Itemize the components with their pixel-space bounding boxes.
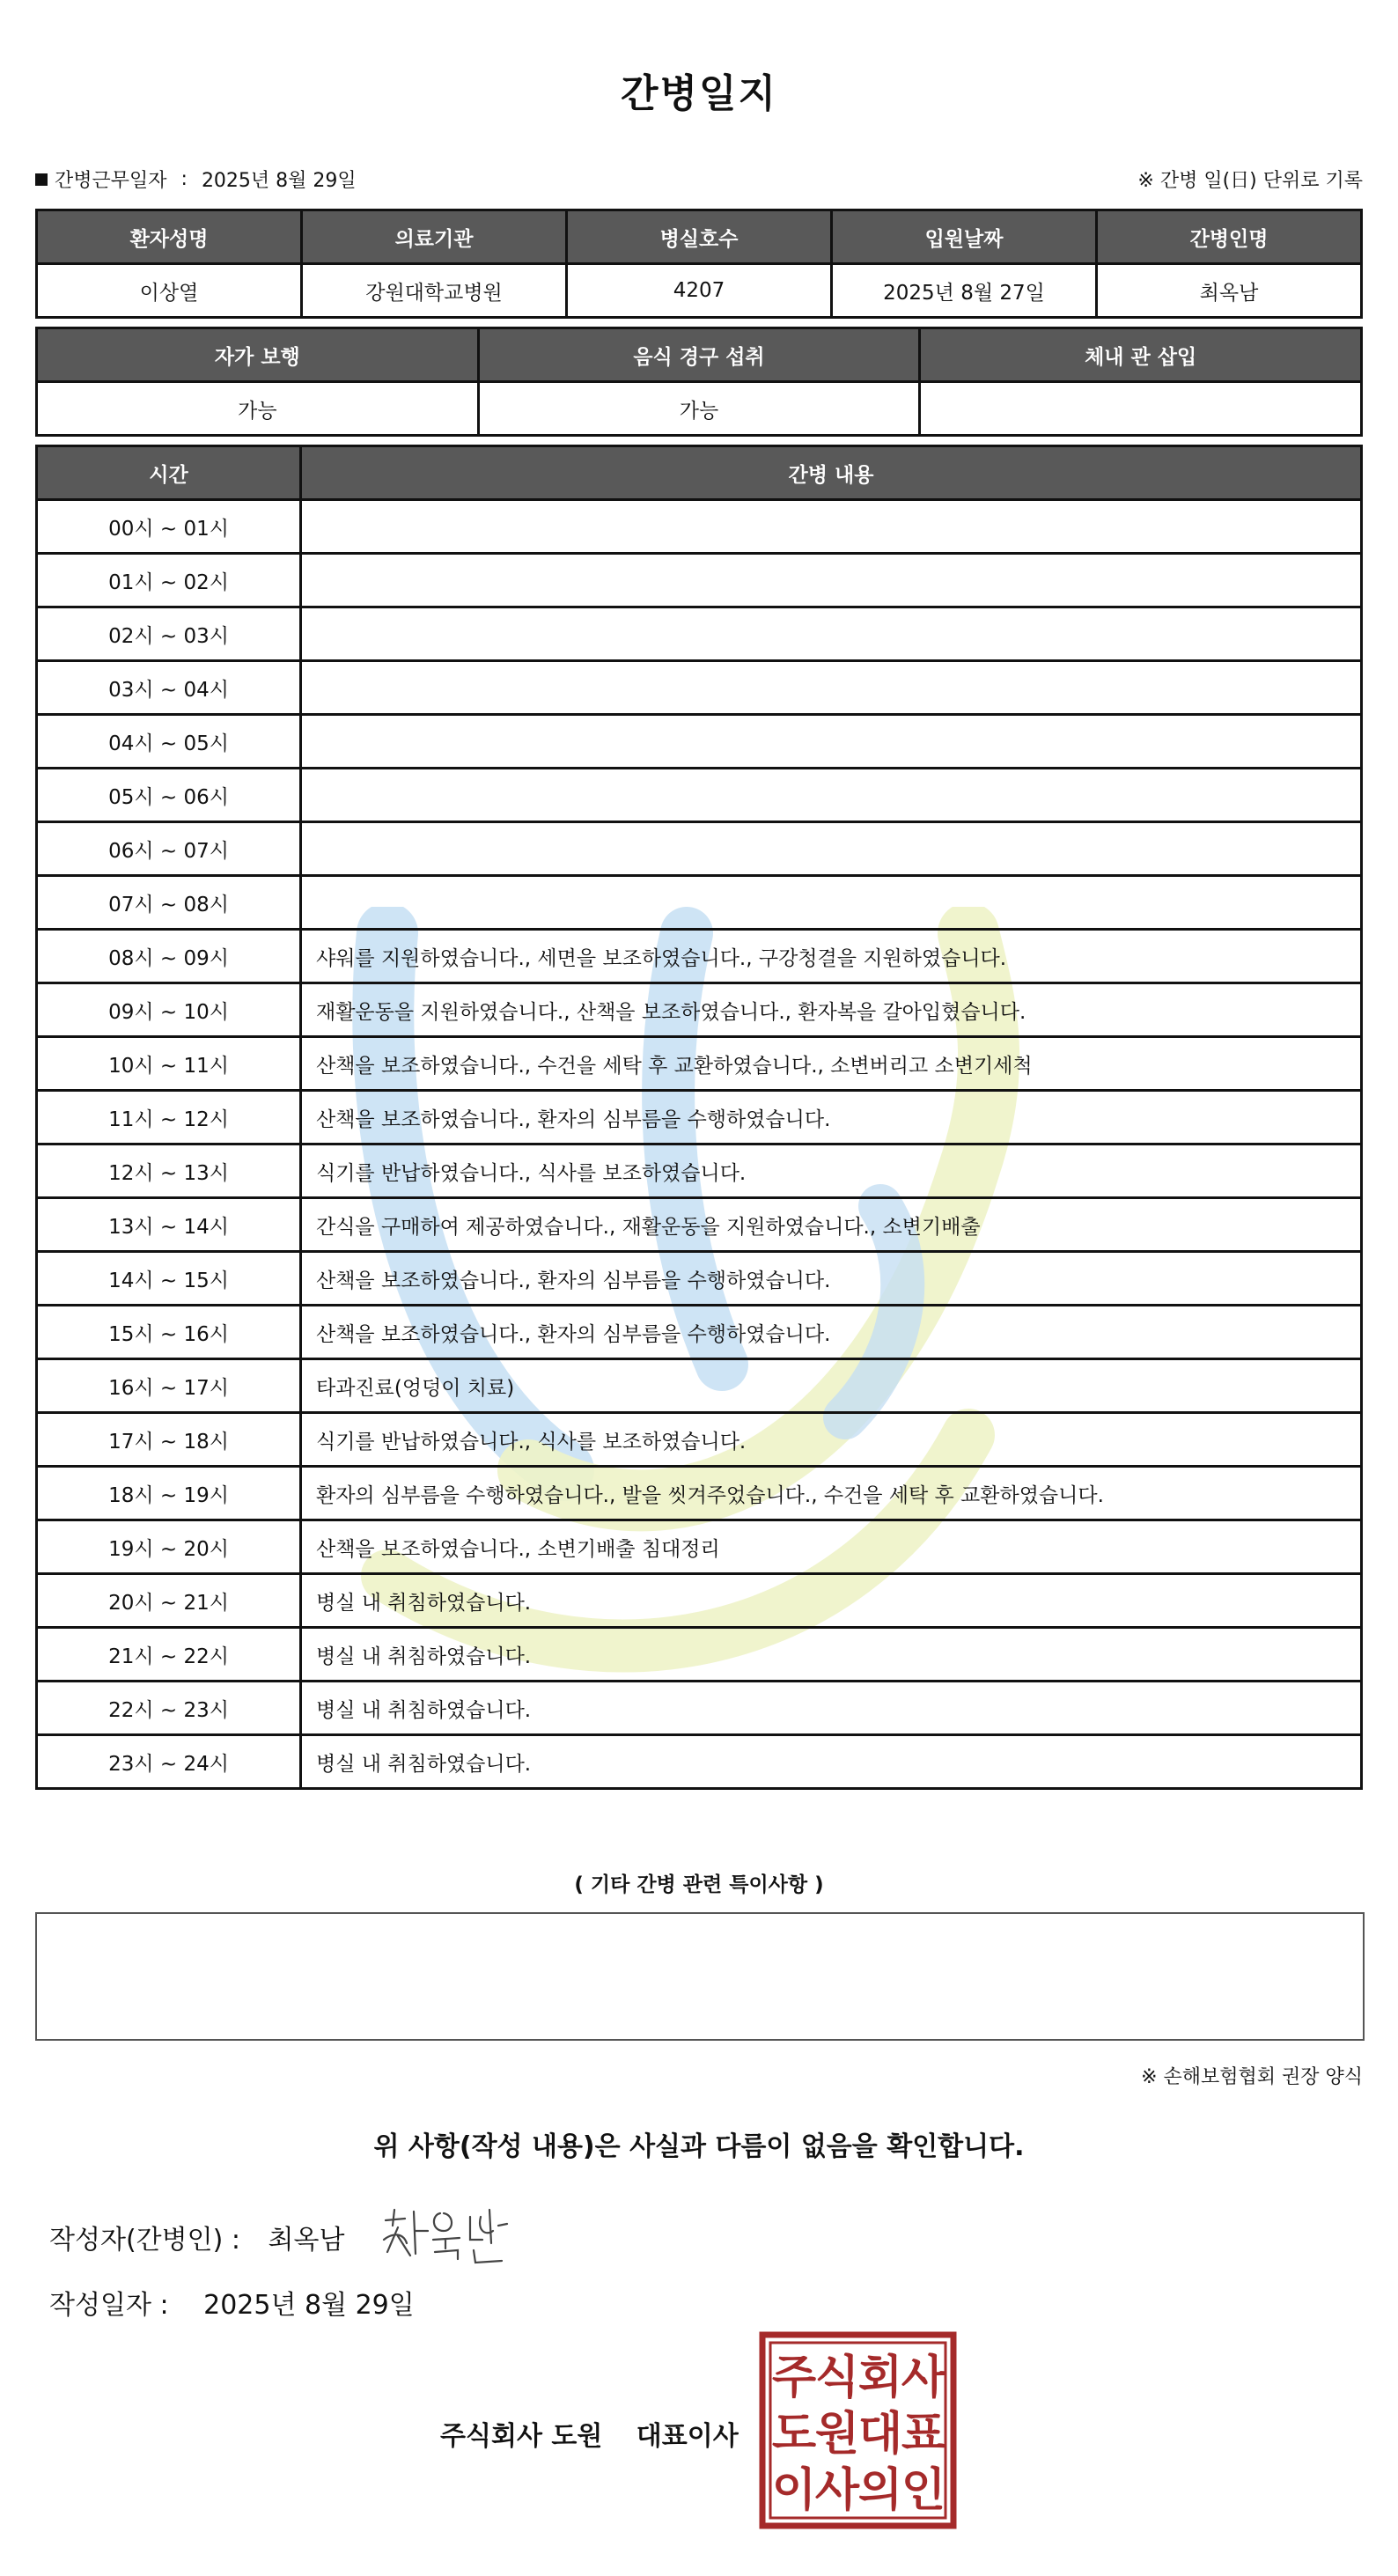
special-notes-box xyxy=(35,1912,1365,2041)
time-header: 시간 xyxy=(37,446,301,500)
time-slot: 06시 ~ 07시 xyxy=(37,822,301,876)
time-slot: 20시 ~ 21시 xyxy=(37,1574,301,1628)
schedule-row xyxy=(37,876,1362,930)
tube-insertion-value xyxy=(920,382,1362,436)
handwritten-signature xyxy=(379,2201,528,2271)
care-content xyxy=(301,554,1362,607)
status-header-row xyxy=(37,328,1362,382)
room-number: 4207 xyxy=(567,264,832,318)
company-row xyxy=(440,2414,739,2453)
caregiver-name-header: 간병인명 xyxy=(1097,210,1362,264)
seal-character: 사 xyxy=(814,2464,860,2517)
schedule-header-row xyxy=(37,446,1362,500)
time-slot: 14시 ~ 15시 xyxy=(37,1252,301,1306)
seal-character: 대 xyxy=(857,2408,903,2461)
care-content: 간식을 구매하여 제공하였습니다., 재활운동을 지원하였습니다., 소변기배출 xyxy=(301,1198,1362,1252)
write-date-value: 2025년 8월 29일 xyxy=(203,2290,415,2321)
care-content: 산책을 보조하였습니다., 환자의 심부름을 수행하였습니다. xyxy=(301,1252,1362,1306)
care-content xyxy=(301,769,1362,822)
care-content-header: 간병 내용 xyxy=(301,446,1362,500)
time-slot: 21시 ~ 22시 xyxy=(37,1628,301,1682)
seal-character: 주 xyxy=(771,2352,817,2404)
schedule-row xyxy=(37,1413,1362,1467)
schedule-row xyxy=(37,1306,1362,1359)
schedule-row xyxy=(37,715,1362,769)
patient-header-row xyxy=(37,210,1362,264)
care-content xyxy=(301,822,1362,876)
seal-character: 사 xyxy=(901,2352,946,2404)
care-content xyxy=(301,876,1362,930)
care-content: 산책을 보조하였습니다., 소변기배출 침대정리 xyxy=(301,1520,1362,1574)
schedule-row xyxy=(37,822,1362,876)
time-slot: 04시 ~ 05시 xyxy=(37,715,301,769)
schedule-row xyxy=(37,554,1362,607)
admission-date: 2025년 8월 27일 xyxy=(832,264,1097,318)
care-content: 산책을 보조하였습니다., 수건을 세탁 후 교환하였습니다., 소변버리고 소변기세척 xyxy=(301,1037,1362,1091)
seal-character: 표 xyxy=(901,2408,946,2461)
care-schedule-table xyxy=(35,445,1363,1790)
seal-character: 도 xyxy=(771,2408,817,2461)
work-date-row xyxy=(35,166,357,193)
schedule-row xyxy=(37,1467,1362,1520)
work-date-separator: : xyxy=(180,168,188,190)
writer-name: 최옥남 xyxy=(268,2225,345,2256)
care-content: 병실 내 취침하였습니다. xyxy=(301,1682,1362,1735)
patient-name-header: 환자성명 xyxy=(37,210,302,264)
walking-header: 자가 보행 xyxy=(37,328,479,382)
care-content: 산책을 보조하였습니다., 환자의 심부름을 수행하였습니다. xyxy=(301,1091,1362,1144)
schedule-row xyxy=(37,1520,1362,1574)
care-content: 타과진료(엉덩이 치료) xyxy=(301,1359,1362,1413)
tube-insertion-header: 체내 관 삽입 xyxy=(920,328,1362,382)
room-number-header: 병실호수 xyxy=(567,210,832,264)
write-date-row xyxy=(49,2283,415,2322)
schedule-row xyxy=(37,1091,1362,1144)
time-slot: 17시 ~ 18시 xyxy=(37,1413,301,1467)
schedule-row xyxy=(37,1198,1362,1252)
company-seal xyxy=(759,2331,957,2529)
hospital: 강원대학교병원 xyxy=(302,264,567,318)
time-slot: 18시 ~ 19시 xyxy=(37,1467,301,1520)
time-slot: 19시 ~ 20시 xyxy=(37,1520,301,1574)
time-slot: 16시 ~ 17시 xyxy=(37,1359,301,1413)
patient-status-table xyxy=(35,327,1363,437)
status-value-row xyxy=(37,382,1362,436)
time-slot: 09시 ~ 10시 xyxy=(37,983,301,1037)
schedule-row xyxy=(37,1628,1362,1682)
time-slot: 07시 ~ 08시 xyxy=(37,876,301,930)
page-title: 간병일지 xyxy=(620,71,777,116)
care-content: 환자의 심부름을 수행하였습니다., 발을 씻겨주었습니다., 수건을 세탁 후 교환하였습니다. xyxy=(301,1467,1362,1520)
schedule-row xyxy=(37,500,1362,554)
schedule-row xyxy=(37,1682,1362,1735)
care-content xyxy=(301,607,1362,661)
patient-value-row xyxy=(37,264,1362,318)
seal-character: 이 xyxy=(771,2464,817,2517)
schedule-row xyxy=(37,1359,1362,1413)
time-slot: 23시 ~ 24시 xyxy=(37,1735,301,1789)
oral-intake-header: 음식 경구 섭취 xyxy=(478,328,920,382)
time-slot: 15시 ~ 16시 xyxy=(37,1306,301,1359)
writer-label: 작성자(간병인) : xyxy=(49,2225,240,2256)
schedule-row xyxy=(37,930,1362,983)
care-content: 병실 내 취침하였습니다. xyxy=(301,1628,1362,1682)
special-notes-title: ( 기타 간병 관련 특이사항 ) xyxy=(574,1873,824,1896)
square-bullet-icon xyxy=(35,173,48,186)
care-content xyxy=(301,500,1362,554)
care-content: 식기를 반납하였습니다., 식사를 보조하였습니다. xyxy=(301,1413,1362,1467)
time-slot: 11시 ~ 12시 xyxy=(37,1091,301,1144)
care-content: 식기를 반납하였습니다., 식사를 보조하였습니다. xyxy=(301,1144,1362,1198)
form-note: ※ 손해보험협회 권장 양식 xyxy=(1141,2066,1363,2088)
time-slot: 03시 ~ 04시 xyxy=(37,661,301,715)
time-slot: 22시 ~ 23시 xyxy=(37,1682,301,1735)
schedule-row xyxy=(37,1037,1362,1091)
seal-character: 원 xyxy=(814,2408,860,2461)
time-slot: 05시 ~ 06시 xyxy=(37,769,301,822)
time-slot: 02시 ~ 03시 xyxy=(37,607,301,661)
time-slot: 10시 ~ 11시 xyxy=(37,1037,301,1091)
care-content: 재활운동을 지원하였습니다., 산책을 보조하였습니다., 환자복을 갈아입혔습니다. xyxy=(301,983,1362,1037)
oral-intake-value: 가능 xyxy=(478,382,920,436)
seal-character: 인 xyxy=(901,2464,946,2517)
care-content: 산책을 보조하였습니다., 환자의 심부름을 수행하였습니다. xyxy=(301,1306,1362,1359)
seal-character: 회 xyxy=(857,2352,903,2404)
patient-info-table xyxy=(35,209,1363,319)
schedule-row xyxy=(37,1144,1362,1198)
company-name: 주식회사 도원 xyxy=(440,2421,603,2452)
schedule-row xyxy=(37,983,1362,1037)
schedule-row xyxy=(37,1735,1362,1789)
patient-name: 이상열 xyxy=(37,264,302,318)
schedule-row xyxy=(37,1574,1362,1628)
seal-character: 의 xyxy=(857,2464,903,2517)
time-slot: 12시 ~ 13시 xyxy=(37,1144,301,1198)
write-date-label: 작성일자 : xyxy=(49,2290,169,2321)
seal-character: 식 xyxy=(814,2352,860,2404)
care-content: 병실 내 취침하였습니다. xyxy=(301,1735,1362,1789)
unit-note: ※ 간병 일(日) 단위로 기록 xyxy=(1137,170,1363,192)
caregiver-name: 최옥남 xyxy=(1097,264,1362,318)
time-slot: 13시 ~ 14시 xyxy=(37,1198,301,1252)
time-slot: 01시 ~ 02시 xyxy=(37,554,301,607)
care-content xyxy=(301,715,1362,769)
care-content: 샤워를 지원하였습니다., 세면을 보조하였습니다., 구강청결을 지원하였습니다. xyxy=(301,930,1362,983)
time-slot: 00시 ~ 01시 xyxy=(37,500,301,554)
company-title: 대표이사 xyxy=(636,2421,739,2452)
time-slot: 08시 ~ 09시 xyxy=(37,930,301,983)
schedule-row xyxy=(37,769,1362,822)
care-content xyxy=(301,661,1362,715)
work-date-label: 간병근무일자 xyxy=(55,170,167,192)
schedule-row xyxy=(37,1252,1362,1306)
schedule-body xyxy=(37,500,1362,1789)
care-content: 병실 내 취침하였습니다. xyxy=(301,1574,1362,1628)
writer-row xyxy=(49,2218,344,2256)
hospital-header: 의료기관 xyxy=(302,210,567,264)
confirmation-text: 위 사항(작성 내용)은 사실과 다름이 없음을 확인합니다. xyxy=(373,2131,1025,2162)
schedule-row xyxy=(37,661,1362,715)
walking-value: 가능 xyxy=(37,382,479,436)
admission-date-header: 입원날짜 xyxy=(832,210,1097,264)
work-date-value: 2025년 8월 29일 xyxy=(201,170,357,192)
schedule-row xyxy=(37,607,1362,661)
